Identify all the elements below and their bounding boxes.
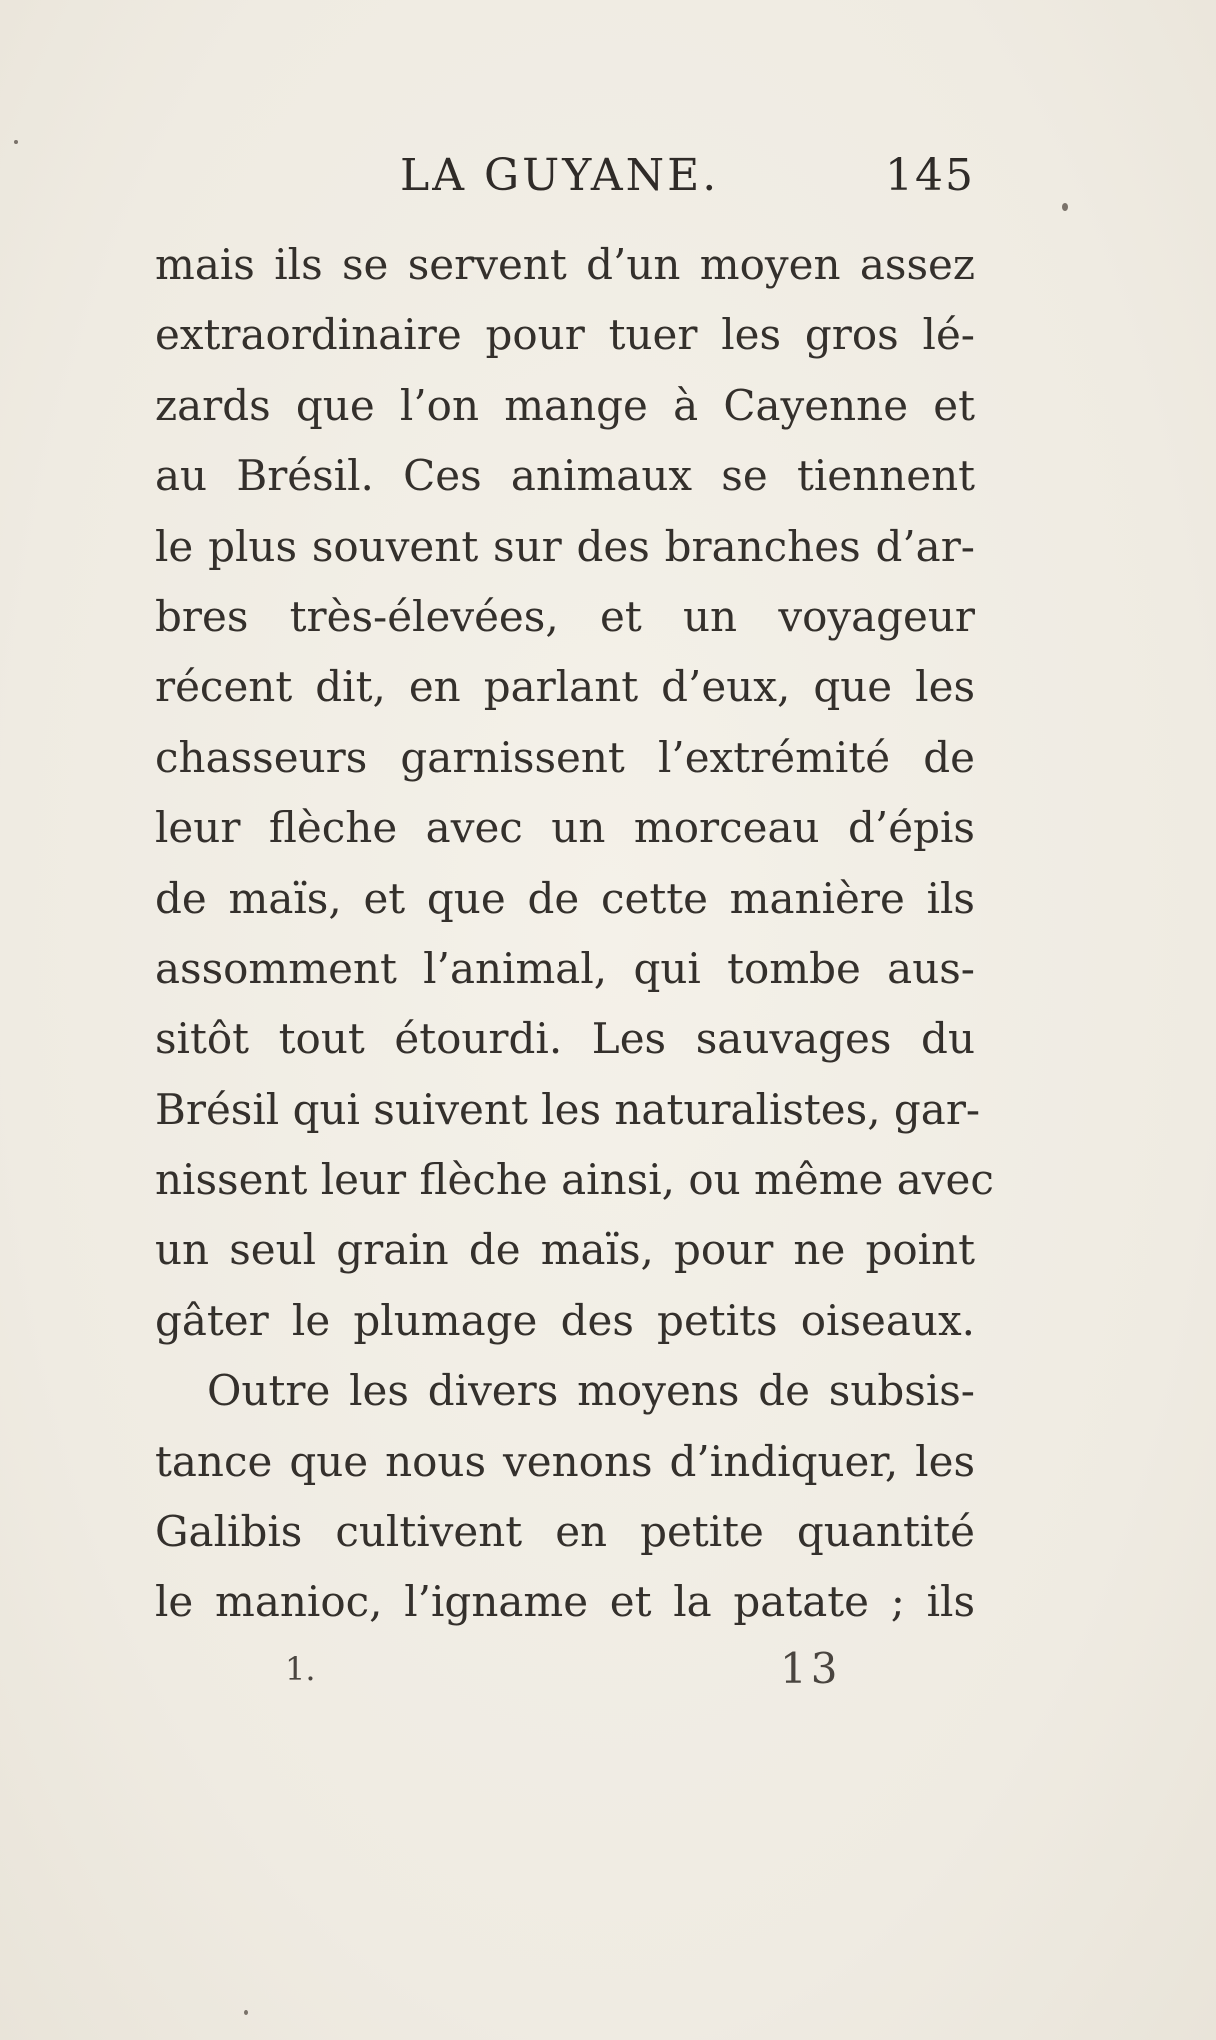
text-line: extraordinaire pour tuer les gros lé- <box>155 310 975 360</box>
text-line: le plus souvent sur des branches d’ar- <box>155 521 975 571</box>
text-line: chasseurs garnissent l’extrémité de <box>155 732 975 782</box>
text-line: tance que nous venons d’indiquer, les <box>155 1436 975 1486</box>
signature-number: 13 <box>780 1644 842 1693</box>
text-line: mais ils se servent d’un moyen assez <box>155 240 975 289</box>
text-line: gâter le plumage des petits oiseaux. <box>155 1295 975 1345</box>
body-text <box>155 230 994 1638</box>
paper-speck <box>244 2010 248 2015</box>
page-number: 145 <box>885 150 975 201</box>
text-line: bres très-élevées, et un voyageur <box>155 591 975 641</box>
text-line: Galibis cultivent en petite quantité <box>155 1507 975 1557</box>
paper-speck <box>1062 203 1068 211</box>
paper-speck <box>14 140 18 144</box>
text-line: un seul grain de maïs, pour ne point <box>155 1225 975 1275</box>
paragraph-first-line: Outre les divers moyens de subsis- <box>207 1366 975 1416</box>
text-line: récent dit, en parlant d’eux, que les <box>155 662 975 712</box>
running-title: LA GUYANE. <box>400 150 720 201</box>
text-line: le manioc, l’igname et la patate ; ils <box>155 1577 975 1627</box>
text-line: sitôt tout étourdi. Les sauvages du <box>155 1014 975 1064</box>
text-line: au Brésil. Ces animaux se tiennent <box>155 451 975 501</box>
text-line: Brésil qui suivent les naturalistes, gar- <box>155 1084 981 1134</box>
text-line: de maïs, et que de cette manière ils <box>155 873 975 923</box>
signature-mark: 1. <box>285 1650 316 1688</box>
text-line: zards que l’on mange à Cayenne et <box>155 380 975 430</box>
page-footer <box>155 1644 975 1710</box>
running-head <box>155 150 975 210</box>
text-line: assomment l’animal, qui tombe aus- <box>155 943 975 993</box>
text-line: leur flèche avec un morceau d’épis <box>155 803 975 853</box>
text-line: nissent leur flèche ainsi, ou même avec <box>155 1155 994 1205</box>
